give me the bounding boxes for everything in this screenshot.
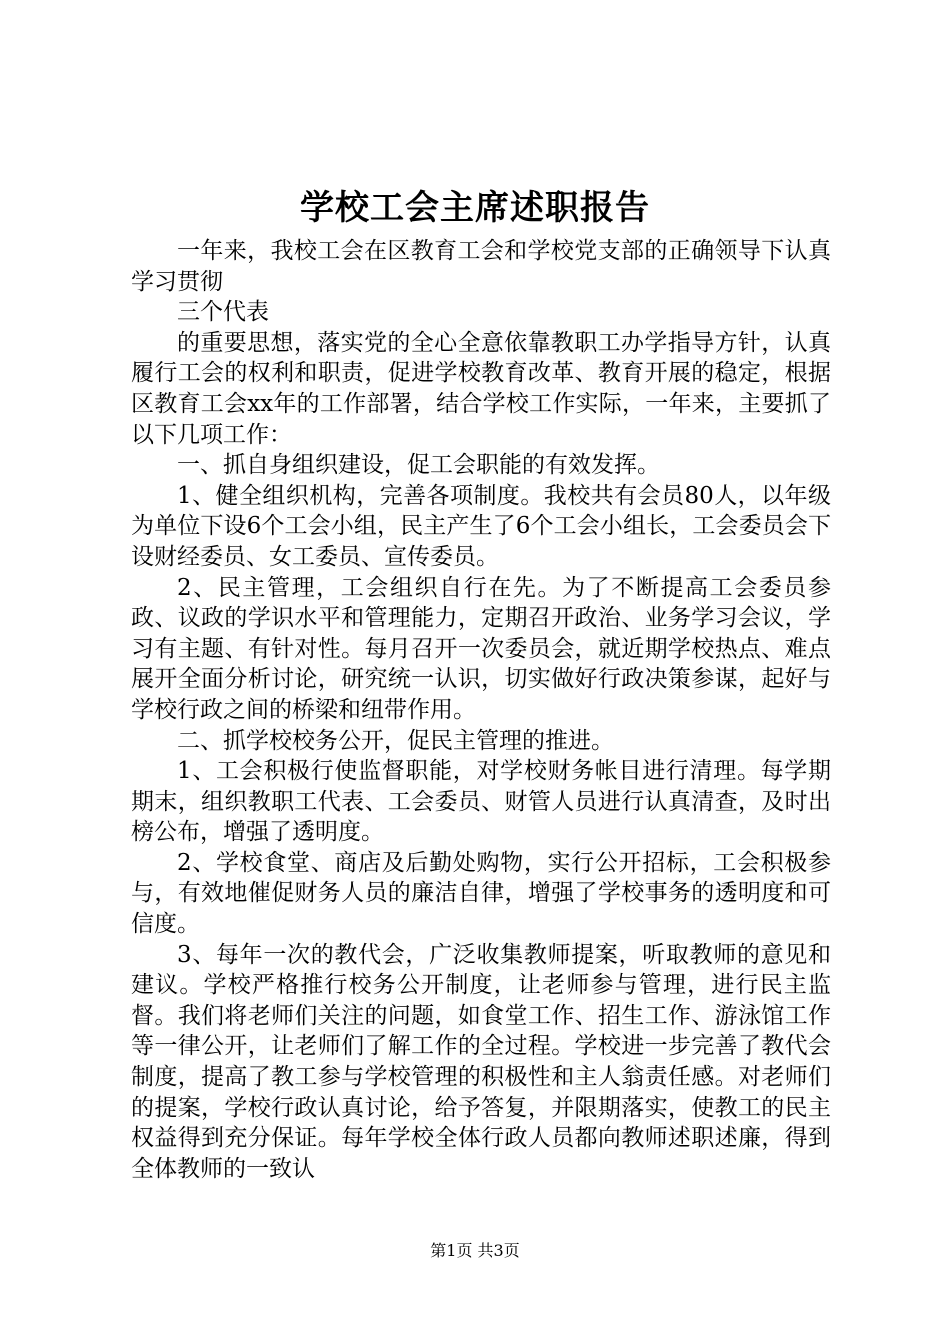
paragraph: 1、健全组织机构，完善各项制度。我校共有会员80人，以年级为单位下设6个工会小组，民主产生了6个工会小组长，工会委员会下设财经委员、女工委员、宣传委员。 — [131, 482, 831, 570]
section-heading: 一、抓自身组织建设，促工会职能的有效发挥。 — [177, 452, 660, 479]
document-title: 学校工会主席述职报告 — [300, 188, 650, 228]
paragraph: 2、民主管理，工会组织自行在先。为了不断提高工会委员参政、议政的学识水平和管理能力，定期召开政治、业务学习会议，学习有主题、有针对性。每月召开一次委员会，就近期学校热点、难点展开全面分析讨论，研究统一认识，切实做好行政决策参谋，起好与学校行政之间的桥梁和纽带作用。 — [131, 574, 831, 723]
paragraph: 的重要思想，落实党的全心全意依靠教职工办学指导方针，认真履行工会的权利和职责，促进学校教育改革、教育开展的稳定，根据区教育工会xx年的工作部署，结合学校工作实际，一年来，主要抓了以下几项工作： — [131, 329, 831, 448]
paragraph: 一年来，我校工会在区教育工会和学校党支部的正确领导下认真学习贯彻 — [131, 238, 831, 295]
paragraph: 3、每年一次的教代会，广泛收集教师提案，听取教师的意见和建议。学校严格推行校务公开制度，让老师参与管理，进行民主监督。我们将老师们关注的问题，如食堂工作、招生工作、游泳馆工作等一律公开，让老师们了解工作的全过程。学校进一步完善了教代会制度，提高了教工参与学校管理的积极性和主人翁责任感。对老师们的提案，学校行政认真讨论，给予答复，并限期落实，使教工的民主权益得到充分保证。每年学校全体行政人员都向教师述职述廉，得到全体教师的一致认 — [131, 941, 831, 1182]
paragraph: 1、工会积极行使监督职能，对学校财务帐目进行清理。每学期期末，组织教职工代表、工会委员、财管人员进行认真清查，及时出榜公布，增强了透明度。 — [131, 758, 831, 846]
page-footer: 第1页 共3页 — [430, 1241, 520, 1260]
paragraph: 三个代表 — [177, 299, 269, 326]
section-heading: 二、抓学校校务公开，促民主管理的推进。 — [177, 727, 614, 754]
document-body — [131, 236, 831, 1184]
paragraph: 2、学校食堂、商店及后勤处购物，实行公开招标，工会积极参与，有效地催促财务人员的廉洁自律，增强了学校事务的透明度和可信度。 — [131, 849, 831, 938]
